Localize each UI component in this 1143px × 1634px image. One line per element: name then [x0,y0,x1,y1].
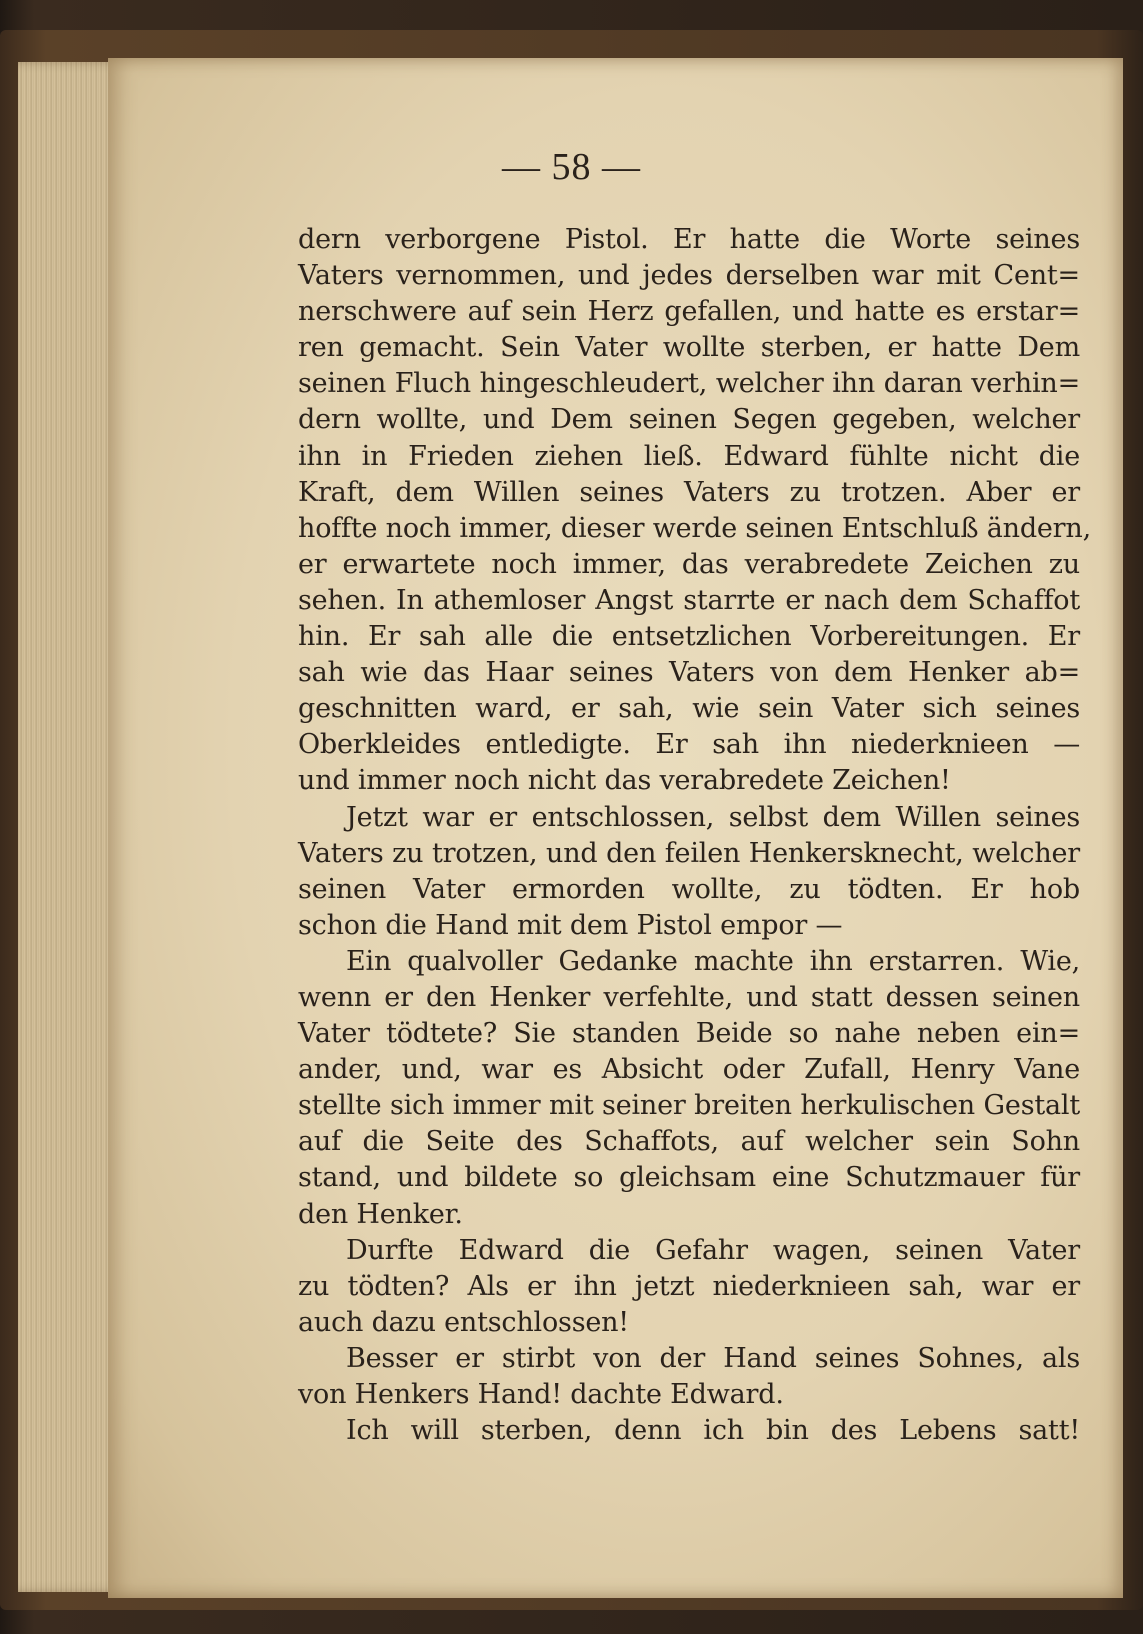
text-line: seinen Vater ermorden wollte, zu tödten. Er hob [298,873,1080,905]
text-line: dern verborgene Pistol. Er hatte die Worte seines [298,224,1080,255]
text-line: Vaters zu trotzen, und den feilen Henkersknecht, welcher [298,837,1080,869]
text-line: Besser er stirbt von der Hand seines Sohnes, als [346,1342,1080,1374]
text-line: Jetzt war er entschlossen, selbst dem Willen seines [346,801,1080,833]
text-line: Oberkleides entledigte. Er sah ihn niederknieen — [298,729,1080,761]
text-line: Durfte Edward die Gefahr wagen, seinen Vater [346,1234,1080,1266]
text-line: Vater tödtete? Sie standen Beide so nahe neben ein= [298,1018,1080,1050]
text-line: hoffte noch immer, dieser werde seinen Entschluß ändern, [298,512,1091,544]
text-line: geschnitten ward, er sah, wie sein Vater sich seines [298,693,1080,725]
text-line: dern wollte, und Dem seinen Segen gegeben, welcher [298,404,1080,436]
text-line: hin. Er sah alle die entsetzlichen Vorbereitungen. Er [298,621,1080,653]
text-line: den Henker. [298,1198,463,1230]
text-line: sehen. In athemloser Angst starrte er nach dem Schaffot [298,584,1080,616]
text-line: auch dazu entschlossen! [298,1306,629,1338]
text-line: stand, und bildete so gleichsam eine Schutzmauer für [298,1162,1080,1194]
text-line: Ein qualvoller Gedanke machte ihn erstarren. Wie, [346,945,1080,977]
body-text [298,222,1091,1449]
text-line: er erwartete noch immer, das verabredete Zeichen zu [298,548,1080,580]
text-line: und immer noch nicht das verabredete Zeichen! [298,765,951,797]
text-line: zu tödten? Als er ihn jetzt niederknieen sah, war er [298,1270,1080,1302]
text-line: wenn er den Henker verfehlte, und statt dessen seinen [298,981,1080,1013]
text-line: Ich will sterben, denn ich bin des Lebens satt! [346,1415,1080,1447]
text-line: seinen Fluch hingeschleudert, welcher ihn daran verhin= [298,368,1080,400]
text-line: Kraft, dem Willen seines Vaters zu trotzen. Aber er [298,476,1080,508]
text-line: Vaters vernommen, und jedes derselben war mit Cent= [298,260,1080,292]
text-line: ren gemacht. Sein Vater wollte sterben, er hatte Dem [298,332,1080,364]
text-line: ihn in Frieden ziehen ließ. Edward fühlte nicht die [298,440,1080,472]
text-line: ander, und, war es Absicht oder Zufall, Henry Vane [298,1054,1080,1086]
text-line: schon die Hand mit dem Pistol empor — [298,909,843,941]
text-line: von Henkers Hand! dachte Edward. [298,1379,784,1410]
text-line: nerschwere auf sein Herz gefallen, und hatte es erstar= [298,296,1080,328]
page-number: — 58 — [502,146,641,188]
text-line: auf die Seite des Schaffots, auf welcher sein Sohn [298,1126,1080,1158]
text-line: sah wie das Haar seines Vaters von dem Henker ab= [298,657,1080,689]
text-line: stellte sich immer mit seiner breiten herkulischen Gestalt [298,1090,1080,1122]
